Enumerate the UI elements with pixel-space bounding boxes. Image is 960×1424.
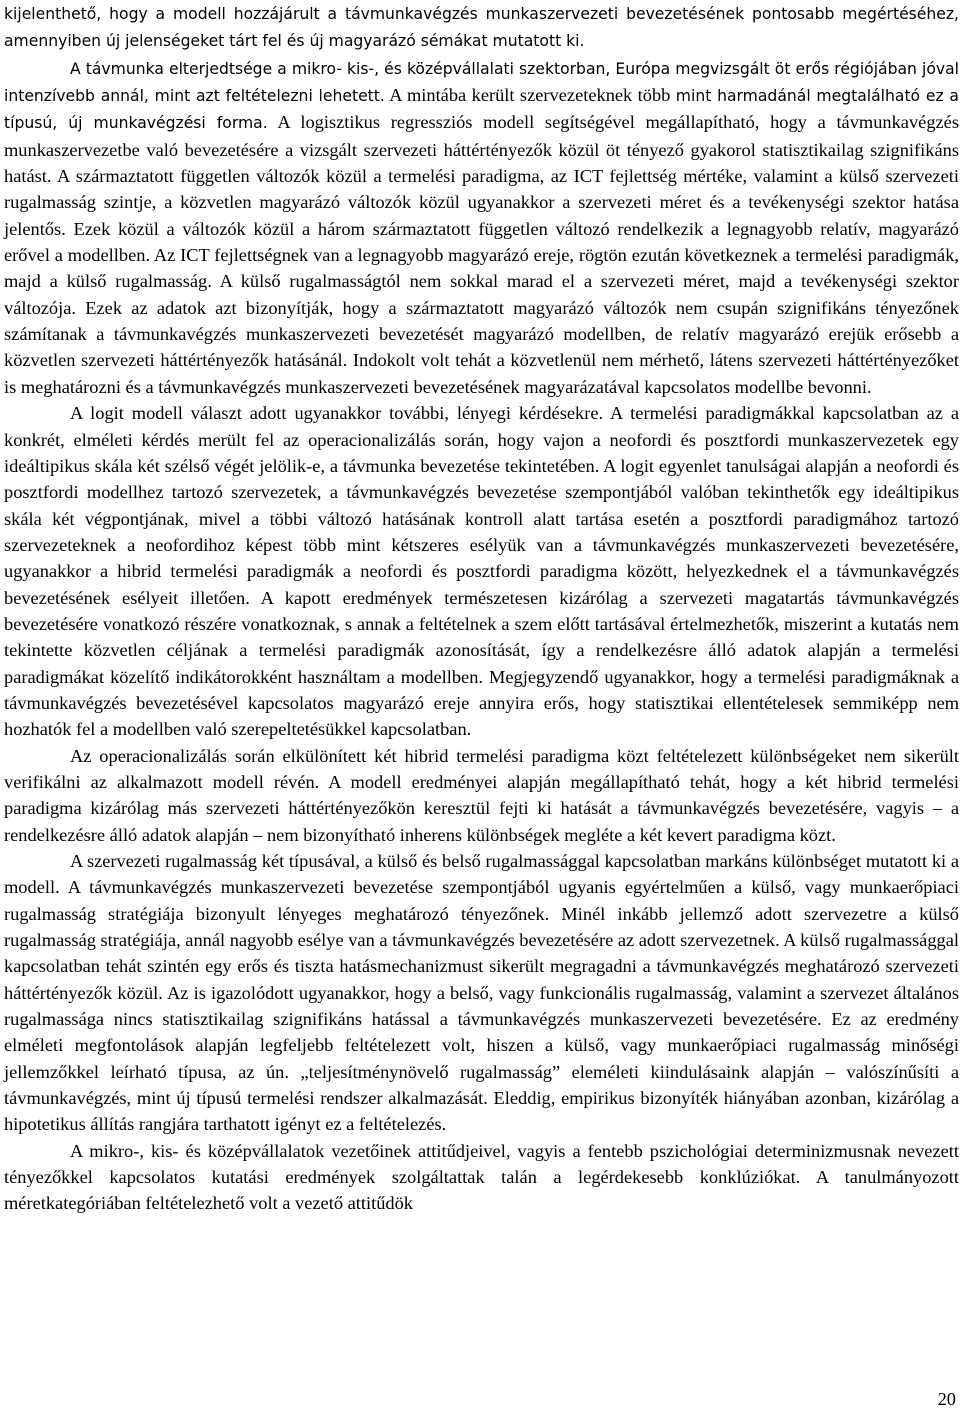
paragraph-1 bbox=[4, 0, 959, 55]
paragraph-4-run-1: Az operacionalizálás során elkülönített két hibrid termelési paradigma közt feltételezett különbségeket nem sikerült verifikálni az alkalmazott modell révén. A modell eredményei alapján megállapítható tehát, hogy a két hibrid termelési paradigma kizárólag más szervezeti háttértényezőkön keresztül fejti ki hatását a távmunkavégzés bevezetésére, vagyis – a rendelkezésre álló adatok alapján – nem bizonyítható inherens különbségek megléte a két kevert paradigma közt. bbox=[4, 745, 959, 845]
paragraph-2-run-1: A távmunka elterjedtsége a mikro- kis-, és középvállalati szektorban, Európa megvizsgált öt erős régiójában jóval intenzívebb annál, mint azt feltételezni lehetett. bbox=[4, 59, 959, 106]
document-page bbox=[4, 0, 959, 1217]
paragraph-5 bbox=[4, 848, 959, 1138]
paragraph-3 bbox=[4, 400, 959, 742]
paragraph-2-run-4: A logisztikus regressziós modell segítségével megállapítható, hogy a távmunkavégzés munkaszervezetbe való bevezetésére a vizsgált szervezeti háttértényezők közül öt tényező gyakorol statisztikailag szignifikáns hatást. A származtatott független változók közül a termelési paradigma, az ICT fejlettség mértéke, valamint a külső szervezeti rugalmasság szintje, a közvetlen magyarázó változók közül ugyanakkor a szervezeti méret és a tevékenységi szektor hatása jelentős. Ezek közül a változók közül a három származtatott független változó rendelkezik a legnagyobb relatív, magyarázó erővel a modellben. Az ICT fejlettségnek van a legnagyobb magyarázó ereje, rögtön ezután következnek a termelési paradigmák, majd a külső rugalmasság. A külső rugalmasságtól nem sokkal marad el a szervezeti méret, majd a tevékenységi szektor változója. Ezek az adatok azt bizonyítják, hogy a származtatott magyarázó változók nem csupán szignifikáns tényezőnek számítanak a távmunkavégzés munkaszervezeti bevezetését magyarázó modellben, de relatív magyarázó erejük erősebb a közvetlen szervezeti háttértényezők hatásánál. Indokolt volt tehát a közvetlenül nem mérhető, látens szervezeti háttértényezőket is meghatározni és a távmunkavégzés munkaszervezeti bevezetésének magyarázatával kapcsolatos modellbe bevonni. bbox=[4, 112, 959, 397]
paragraph-6 bbox=[4, 1138, 959, 1217]
page-number: 20 bbox=[937, 1389, 956, 1409]
paragraph-2 bbox=[4, 55, 959, 400]
paragraph-5-run-1: A szervezeti rugalmasság két típusával, a külső és belső rugalmassággal kapcsolatban markáns különbséget mutatott ki a modell. A távmunkavégzés munkaszervezeti bevezetése szempontjából ugyanis egyértelműen a külső, vagy munkaerőpiaci rugalmasság stratégiája bizonyult lényeges meghatározó tényezőnek. Minél inkább jellemző adott szervezetre a külső rugalmasság stratégiája, annál nagyobb esélye van a távmunkavégzés bevezetésére az adott szervezetnek. A külső rugalmassággal kapcsolatban tehát szintén egy erős és tiszta hatásmechanizmust sikerült megragadni a távmunkavégzés meghatározó szervezeti háttértényezők közül. Az is igazolódott ugyanakkor, hogy a belső, vagy funkcionális rugalmasság, valamint a szervezet általános rugalmassága nincs statisztikailag szignifikáns hatással a távmunkavégzés munkaszervezeti bevezetésére. Ez az eredmény elméleti megfontolások alapján legfeljebb feltételezett volt, hiszen a külső, vagy munkaerőpiaci rugalmasság minőségi jellemzőkkel leírható típusa, az ún. „teljesítménynövelő rugalmasság” eleméleti kiindulásaink alapján – valószínűsíti a távmunkavégzés, mint új típusú termelési rendszer alkalmazását. Eleddig, empirikus bizonyíték hiányában azonban, kizárólag a hipotetikus állítás rangjára tarthatott igényt ez a feltételezés. bbox=[4, 851, 959, 1135]
paragraph-6-run-1: A mikro-, kis- és középvállalatok vezetőinek attitűdjeivel, vagyis a fentebb pszichológiai determinizmusnak nevezett tényezőkkel kapcsolatos kutatási eredmények szolgáltattak talán a legérdekesebb konklúziókat. A tanulmányozott méretkategóriában feltételezhető volt a vezető attitűdök bbox=[4, 1140, 959, 1214]
paragraph-1-run-1: kijelenthető, hogy a modell hozzájárult a távmunkavégzés munkaszervezeti bevezetésének pontosabb megértéséhez, amennyiben új jelenségeket tárt fel és új magyarázó sémákat mutatott ki. bbox=[4, 5, 959, 51]
paragraph-3-run-1: A logit modell választ adott ugyanakkor további, lényegi kérdésekre. A termelési paradigmákkal kapcsolatban az a konkrét, elméleti kérdés merült fel az operacionalizálás során, hogy vajon a neofordi és posztfordi munkaszervezetek egy ideáltipikus skála két szélső végét jelölik-e, a távmunka bevezetése tekintetében. A logit egyenlet tanulságai alapján a neofordi és posztfordi modellhez tartozó szervezetek, a távmunkavégzés bevezetése szempontjából valóban tekinthetők egy ideáltipikus skála két végpontjának, mivel a többi változó hatásának kontroll alatt tartása esetén a posztfordi paradigmához tartozó szervezeteknek a neofordihoz képest több mint kétszeres esélyük van a távmunkavégzés munkaszervezeti bevezetésére, ugyanakkor a hibrid termelési paradigmák a neofordi és posztfordi paradigma között, helyezkednek el a távmunkavégzés bevezetésének esélyeit illetően. A kapott eredmények természetesen kizárólag a szervezeti magatartás távmunkavégzés bevezetésére vonatkozó részére vonatkoznak, s annak a feltételnek a szem előtt tartásával értelmezhetők, miszerint a kutatás nem tekintette közvetlen céljának a termelési paradigmák azonosítását, így a rendelkezésre álló adatok alapján a termelési paradigmákat közelítő indikátorokként használtam a modellben. Megjegyzendő ugyanakkor, hogy a termelési paradigmáknak a távmunkavégzés bevezetésével kapcsolatos magyarázó ereje annyira erős, hogy statisztikai ellentételesek semmiképp nem hozhatók fel a modellben való szerepeltetésükkel kapcsolatban. bbox=[4, 403, 959, 740]
paragraph-2-run-3: mint harmadánál megtalálható ez a típusú, új munkavégzési forma. bbox=[4, 87, 959, 133]
paragraph-2-run-2: A mintába került szervezeteknek több bbox=[384, 85, 676, 106]
paragraph-4 bbox=[4, 743, 959, 848]
